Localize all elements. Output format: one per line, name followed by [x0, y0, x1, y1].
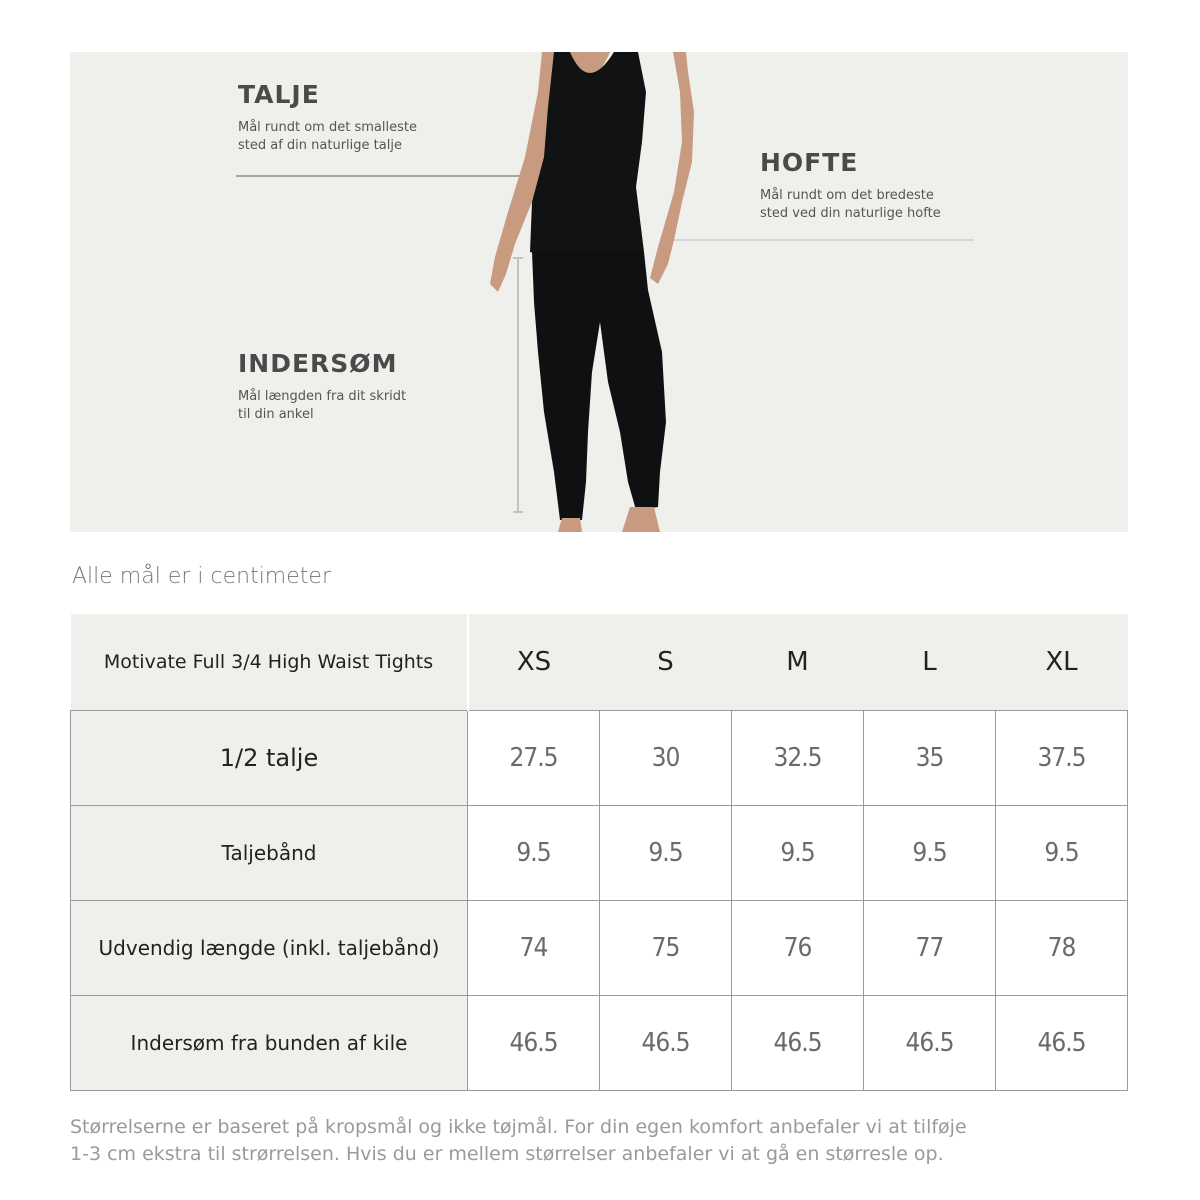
table-row [71, 806, 1128, 901]
table-cell: 27.5 [468, 711, 600, 806]
size-header-xl: XL [996, 614, 1128, 711]
hip-description: Mål rundt om det bredeste sted ved din naturlige hofte [760, 188, 941, 221]
table-cell: 46.5 [468, 996, 600, 1091]
table-row [71, 996, 1128, 1091]
size-header-m: M [732, 614, 864, 711]
table-row [71, 711, 1128, 806]
row-label-half-waist: 1/2 talje [71, 711, 468, 806]
table-cell: 35 [864, 711, 996, 806]
waist-description: Mål rundt om det smalleste sted af din naturlige talje [238, 120, 417, 153]
table-cell: 78 [996, 901, 1128, 996]
table-cell: 75 [600, 901, 732, 996]
table-cell: 9.5 [864, 806, 996, 901]
table-cell: 9.5 [600, 806, 732, 901]
table-cell: 77 [864, 901, 996, 996]
hip-title: HOFTE [760, 148, 859, 177]
size-header-xs: XS [468, 614, 600, 711]
table-cell: 74 [468, 901, 600, 996]
table-cell: 37.5 [996, 711, 1128, 806]
sizing-footnote: Størrelserne er baseret på kropsmål og ikke tøjmål. For din egen komfort anbefaler vi at tilføje 1-3 cm ekstra til strørrelsen. Hvis du er mellem størrelser anbefaler vi at gå en størresle op. [70, 1116, 967, 1165]
size-header-s: S [600, 614, 732, 711]
waist-title: TALJE [238, 80, 320, 109]
table-cell: 46.5 [600, 996, 732, 1091]
table-cell: 46.5 [996, 996, 1128, 1091]
table-cell: 9.5 [732, 806, 864, 901]
size-header-l: L [864, 614, 996, 711]
table-cell: 76 [732, 901, 864, 996]
measurement-guide-image [70, 52, 1128, 532]
row-label-inseam: Indersøm fra bunden af kile [71, 996, 468, 1091]
table-cell: 30 [600, 711, 732, 806]
row-label-waistband: Taljebånd [71, 806, 468, 901]
table-cell: 46.5 [864, 996, 996, 1091]
table-cell: 32.5 [732, 711, 864, 806]
product-name-header: Motivate Full 3/4 High Waist Tights [71, 614, 468, 711]
table-row [71, 901, 1128, 996]
size-chart-table [70, 614, 1128, 1091]
table-cell: 9.5 [996, 806, 1128, 901]
table-header-row [71, 614, 1128, 711]
inseam-title: INDERSØM [238, 349, 398, 378]
row-label-outer-length: Udvendig længde (inkl. taljebånd) [71, 901, 468, 996]
table-cell: 9.5 [468, 806, 600, 901]
inseam-description: Mål længden fra dit skridt til din ankel [238, 389, 407, 422]
units-caption: Alle mål er i centimeter [72, 564, 331, 589]
table-cell: 46.5 [732, 996, 864, 1091]
model-figure [70, 52, 1128, 532]
